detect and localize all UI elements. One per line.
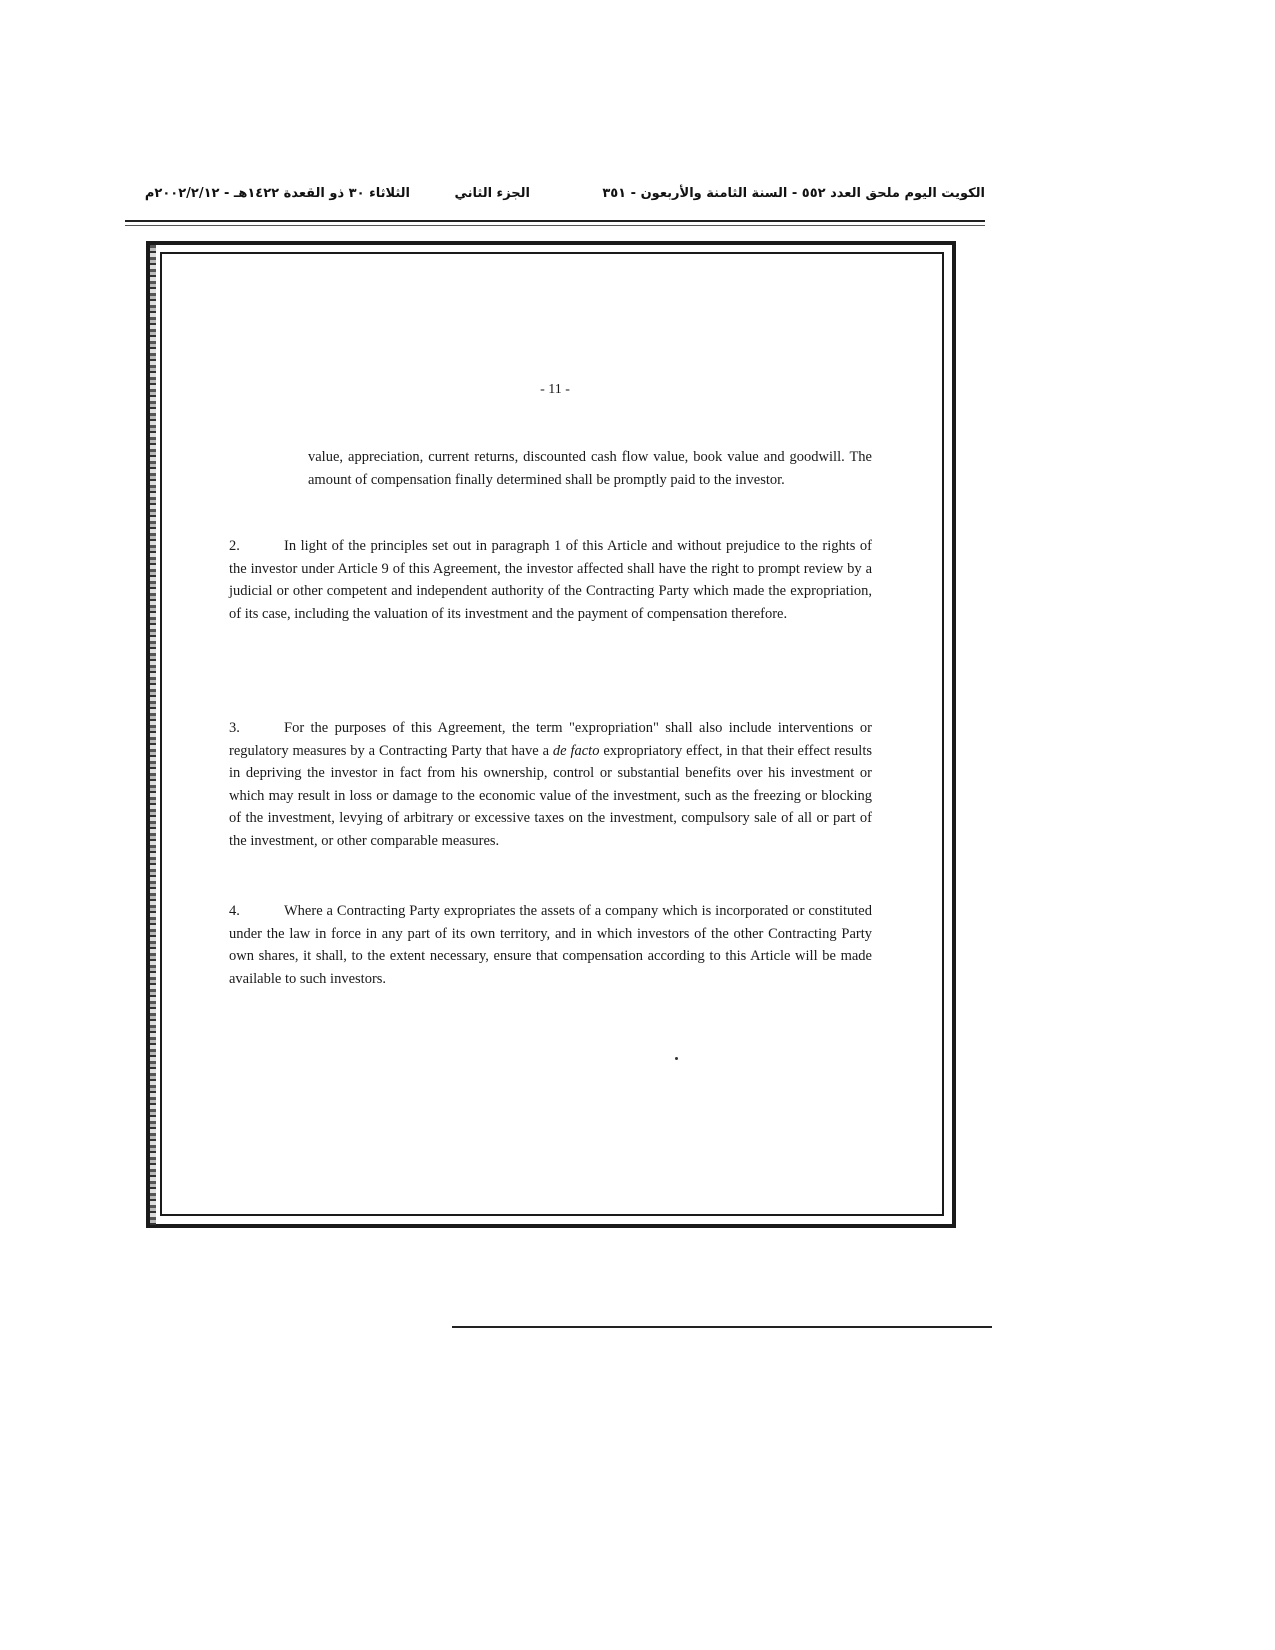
page-number: - 11 - — [540, 382, 570, 397]
paragraph-text: value, appreciation, current returns, discounted cash flow value, book value and goodwill. The amount of compensation finally determined shall be promptly paid to the investor. — [308, 449, 872, 488]
publication-title: الكويت اليوم ملحق العدد ٥٥٢ - السنة الثامنة والأربعون - ٣٥١ — [602, 186, 985, 201]
paragraph-text: Where a Contracting Party expropriates the assets of a company which is incorporated or constituted under the law in force in any part of its own territory, and in which investors of the other Contracting Party own shares, it shall, to the extent necessary, ensure that compensation according to this Article will be made available to such investors. — [229, 903, 872, 987]
paragraph-number: 4. — [229, 903, 240, 919]
part-label: الجزء الثاني — [454, 186, 530, 201]
paragraph-3 — [229, 717, 872, 852]
header-rule — [125, 220, 985, 222]
paragraph-2 — [229, 535, 872, 625]
paragraph-number: 2. — [229, 538, 240, 554]
paragraph-number: 3. — [229, 720, 240, 736]
footer-rule — [452, 1326, 992, 1328]
paragraph-italic-term: de facto — [552, 742, 600, 759]
frame-border-texture — [150, 245, 156, 1225]
scan-speck — [675, 1057, 678, 1060]
issue-date: الثلاثاء ٣٠ ذو القعدة ١٤٢٢هـ - ٢٠٠٢/٢/١٢م — [144, 186, 410, 201]
paragraph-4 — [229, 900, 872, 990]
paragraph-text: For the purposes of this Agreement, the term "expropriation" shall also include interventions or regulatory measures by a Contracting Party that have a — [229, 720, 872, 759]
page-header — [125, 186, 985, 210]
header-rule-thin — [125, 225, 985, 226]
paragraph-text-continued: expropriatory effect, in that their effect results in depriving the investor in fact from his ownership, control or substantial benefits over his investment or which may result in loss or damage to the economic value of the investment, such as the freezing or blocking of the investment, levying of arbitrary or excessive taxes on the investment, compulsory sale of all or part of the investment, or other comparable measures. — [229, 742, 873, 849]
paragraph-text: In light of the principles set out in paragraph 1 of this Article and without prejudice to the rights of the investor under Article 9 of this Agreement, the investor affected shall have the right to prompt review by a judicial or other competent and independent authority of the Contracting Party which made the expropriation, of its case, including the valuation of its investment and the payment of compensation therefore. — [229, 538, 872, 622]
paragraph-continuation — [308, 446, 872, 491]
